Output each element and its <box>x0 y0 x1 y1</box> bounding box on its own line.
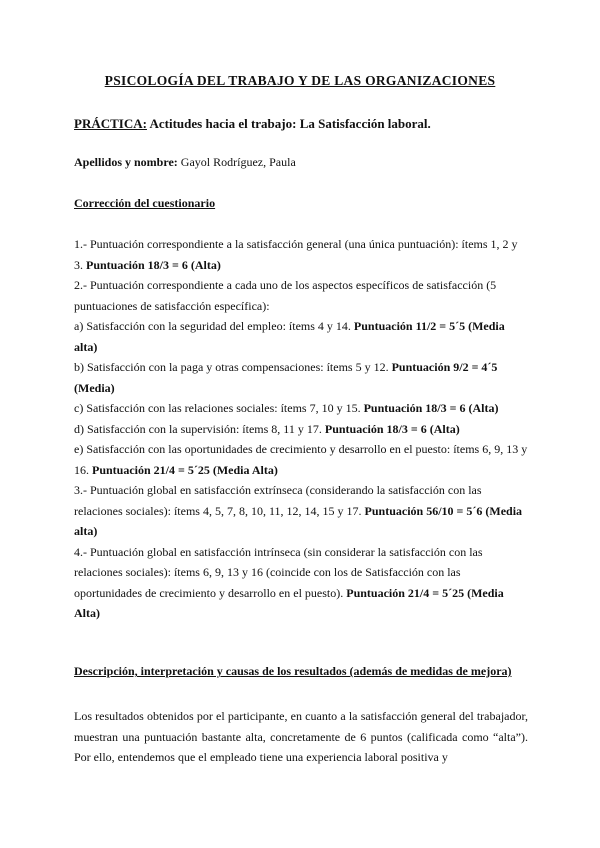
correction-list <box>74 234 528 624</box>
list-item: 1.- Puntuación correspondiente a la satisfacción general (una única puntuación): ítems 1, 2 y 3. Puntuación 18/3 = 6 (Alta) <box>74 237 518 272</box>
description-paragraph: Los resultados obtenidos por el participante, en cuanto a la satisfacción general del trabajador, muestran una puntuación bastante alta, concretamente de 6 puntos (calificada como “alta”). Por ello, entendemos que el empleado tiene una experiencia laboral positiva y <box>74 709 528 764</box>
author-label: Apellidos y nombre: <box>74 155 178 169</box>
practica-line <box>74 116 431 132</box>
practica-text: Actitudes hacia el trabajo: La Satisfacción laboral. <box>149 116 431 131</box>
list-item: d) Satisfacción con la supervisión: ítems 8, 11 y 17. Puntuación 18/3 = 6 (Alta) <box>74 421 460 436</box>
practica-label: PRÁCTICA: <box>74 116 147 131</box>
description-heading: Descripción, interpretación y causas de los resultados (además de medidas de mejora) <box>74 664 512 678</box>
list-item: 4.- Puntuación global en satisfacción intrínseca (sin considerar la satisfacción con las relaciones sociales): ítems 6, 9, 13 y 16 (coincide con los de Satisfacción con las oportunidades de crecimiento y desarrollo en el puesto). Puntuación 21/4 = 5´25 (Media Alta) <box>74 544 504 620</box>
list-item: c) Satisfacción con las relaciones sociales: ítems 7, 10 y 15. Puntuación 18/3 = 6 (Alta) <box>74 401 499 415</box>
list-item: 3.- Puntuación global en satisfacción extrínseca (considerando la satisfacción con las relaciones sociales): ítems 4, 5, 7, 8, 10, 11, 12, 14, 15 y 17. Puntuación 56/10 = 5´6 (Media alta) <box>74 483 523 538</box>
author-line <box>74 155 296 170</box>
author-name: Gayol Rodríguez, Paula <box>180 155 296 169</box>
correction-heading: Corrección del cuestionario <box>74 196 216 210</box>
list-item: e) Satisfacción con las oportunidades de crecimiento y desarrollo en el puesto: ítems 6, 9, 13 y 16. Puntuación 21/4 = 5´25 (Media Alta) <box>74 442 528 477</box>
list-item: b) Satisfacción con la paga y otras compensaciones: ítems 5 y 12. Puntuación 9/2 = 4´5 (Media) <box>74 360 498 395</box>
list-item: 2.- Puntuación correspondiente a cada uno de los aspectos específicos de satisfacción (5 puntuaciones de satisfacción específica): <box>74 278 497 313</box>
list-item: a) Satisfacción con la seguridad del empleo: ítems 4 y 14. Puntuación 11/2 = 5´5 (Media alta) <box>74 319 505 354</box>
document-title: PSICOLOGÍA DEL TRABAJO Y DE LAS ORGANIZACIONES <box>104 73 496 88</box>
